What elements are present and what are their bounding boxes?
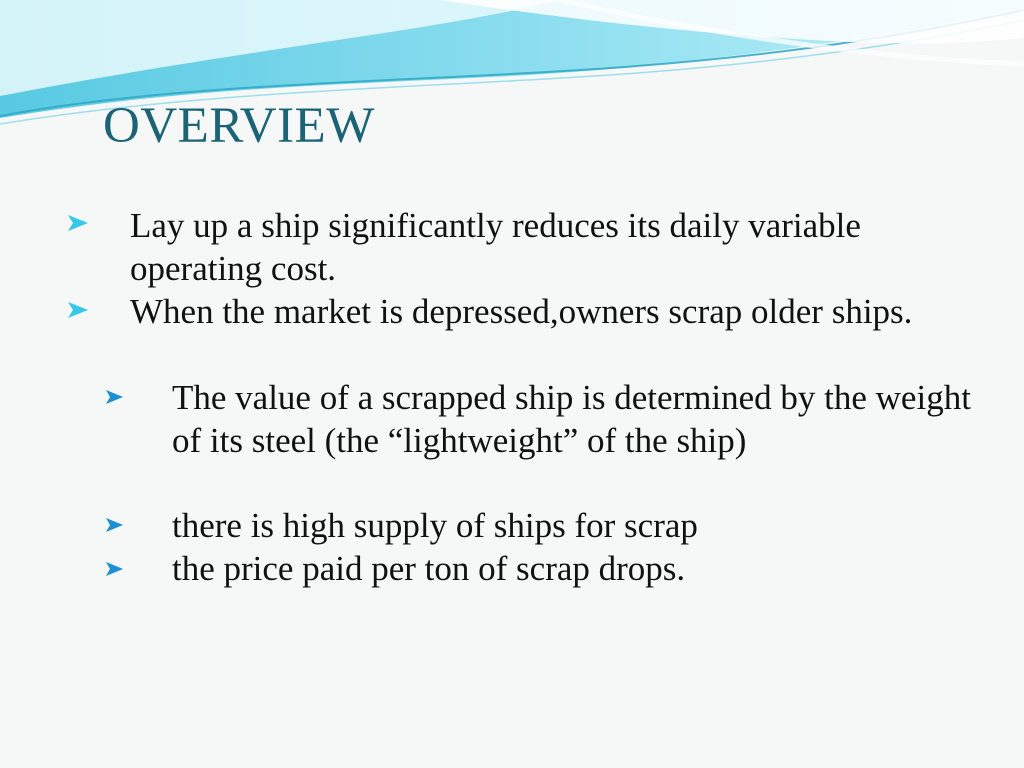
arrow-bullet-icon	[66, 300, 90, 320]
arrow-bullet-icon	[105, 389, 124, 405]
arrow-bullet-icon	[105, 517, 124, 533]
sub-bullet-item: the price paid per ton of scrap drops.	[172, 549, 686, 588]
arrow-bullet-icon	[105, 561, 124, 577]
bullet-item: When the market is depressed,owners scrap older ships.	[130, 292, 913, 331]
slide-title: OVERVIEW	[103, 98, 375, 154]
arrow-bullet-icon	[66, 213, 90, 233]
sub-bullet-item: there is high supply of ships for scrap	[172, 506, 698, 545]
bullet-item: Lay up a ship significantly reduces its daily variable operating cost.	[130, 206, 861, 288]
sub-bullet-item: The value of a scrapped ship is determined by the weight of its steel (the “lightweight” of the ship)	[172, 378, 971, 460]
